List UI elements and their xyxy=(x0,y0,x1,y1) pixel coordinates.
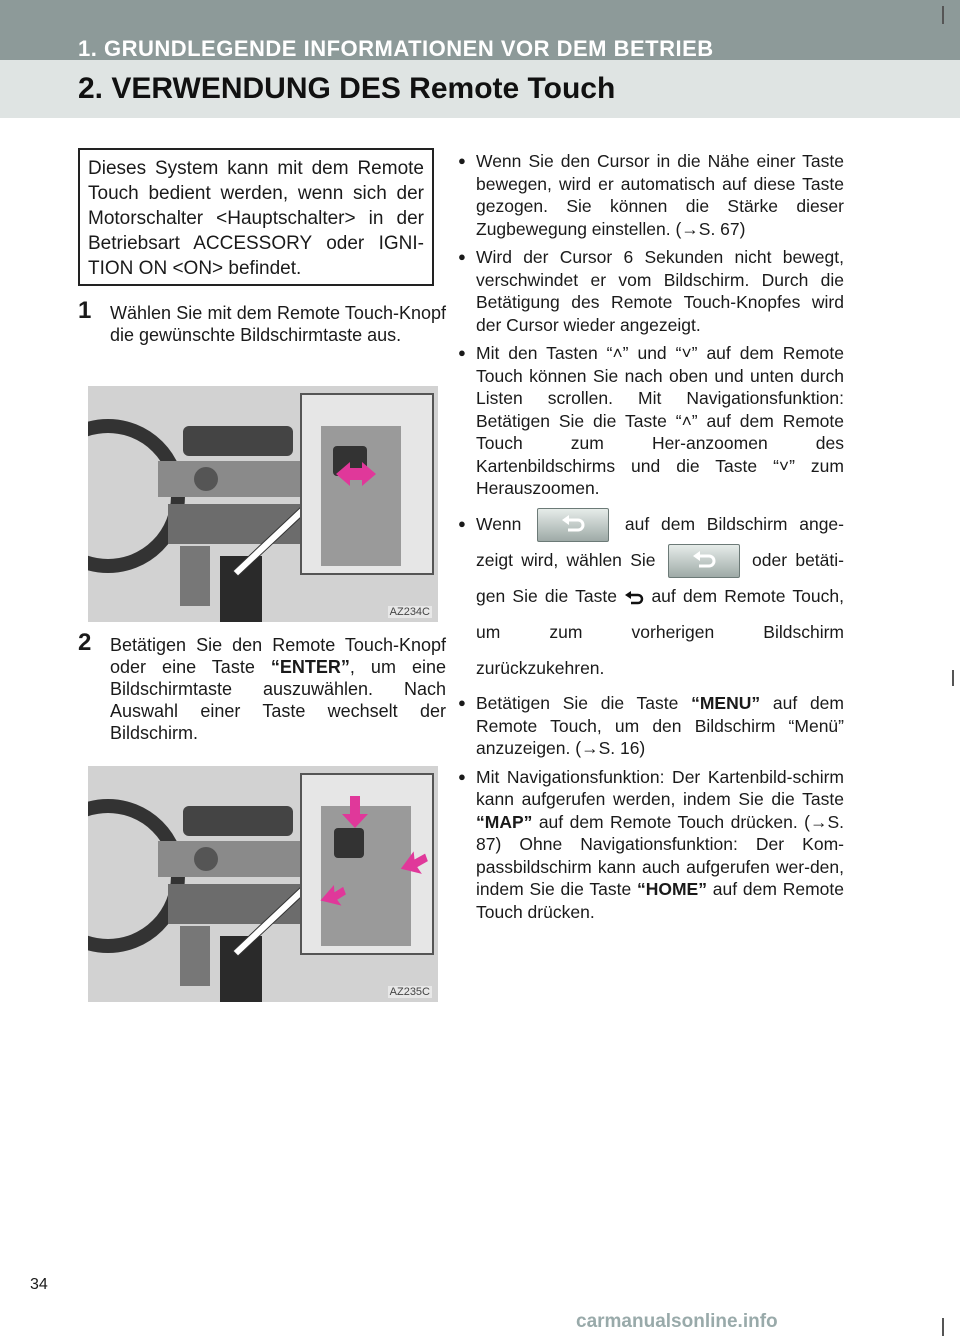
figure-remote-touch-move xyxy=(88,386,438,622)
step-text: Wählen Sie mit dem Remote Touch-Knopf die gewünschte Bildschirmtaste aus. xyxy=(110,303,446,345)
back-arrow-icon xyxy=(691,551,717,569)
crop-mark xyxy=(952,670,954,686)
dashboard-illustration xyxy=(88,386,438,622)
bullet-item: ● Wenn auf dem Bildschirm ange-zeigt wird, wählen Sie oder betäti-gen Sie die Taste auf dem Remote Touch, um zum vorherigen Bildschirm zurückzukehren. xyxy=(458,506,844,687)
page-number: 34 xyxy=(30,1276,48,1293)
back-key-icon xyxy=(624,591,644,605)
bullet-item: ● Wird der Cursor 6 Sekunden nicht bewegt, verschwindet er vom Bildschirm. Durch die Betätigung des Remote Touch-Knopfes wird der Cursor wieder angezeigt. xyxy=(458,246,844,336)
watermark: carmanualsonline.info xyxy=(576,1311,778,1332)
bullet-list xyxy=(458,150,844,929)
back-button-image xyxy=(537,508,609,542)
bullet-item: ● Mit Navigationsfunktion: Der Kartenbild-schirm kann aufgerufen werden, indem Sie die Taste “MAP” auf dem Remote Touch drücken. (→S. 87) Ohne Navigationsfunktion: Der Kom-passbildschirm kann auch aufgerufen wer-den, indem Sie die Taste “HOME” auf dem Remote Touch drücken. xyxy=(458,766,844,924)
bullet-item: ● Wenn Sie den Cursor in die Nähe einer Taste bewegen, wird er automatisch auf diese Taste gezogen. Sie können die Stärke dieser Zugbewegung einstellen. (→S. 67) xyxy=(458,150,844,240)
back-button-image xyxy=(668,544,740,578)
figure-code: AZ235C xyxy=(389,986,430,998)
chapter-heading: 1. GRUNDLEGENDE INFORMATIONEN VOR DEM BETRIEB xyxy=(78,36,714,61)
step-2 xyxy=(78,629,446,744)
crop-mark xyxy=(942,6,944,24)
step-text: Betätigen Sie den Remote Touch-Knopf oder eine Taste “ENTER”, um eine Bildschirmtaste auszuwählen. Nach Auswahl einer Taste wechselt der Bildschirm. xyxy=(110,635,446,743)
back-arrow-icon xyxy=(560,515,586,533)
bullet-item: ● Betätigen Sie die Taste “MENU” auf dem Remote Touch, um den Bildschirm “Menü” anzuzeigen. (→S. 16) xyxy=(458,692,844,760)
figure-code: AZ234C xyxy=(389,606,430,618)
bullet-item: ● Mit den Tasten “˄” und “˅” auf dem Remote Touch können Sie nach oben und unten durch Listen scrollen. Mit Navigationsfunktion: Betätigen Sie die Taste “˄” auf dem Remote Touch zum Her-anzoomen des Kartenbildschirms und die Taste “˅” zum Herauszoomen. xyxy=(458,342,844,500)
info-box: Dieses System kann mit dem Remote Touch bedient werden, wenn sich der Motorschalter <Hauptschalter> in der Betriebsart ACCESSORY oder IGNI-TION ON <ON> befindet. xyxy=(78,148,434,286)
page-title: 2. VERWENDUNG DES Remote Touch xyxy=(78,72,616,105)
step-number: 2 xyxy=(78,629,92,656)
dashboard-illustration xyxy=(88,766,438,1002)
step-1 xyxy=(78,297,446,346)
figure-remote-touch-press xyxy=(88,766,438,1002)
crop-mark xyxy=(942,1318,944,1336)
step-number: 1 xyxy=(78,297,92,324)
